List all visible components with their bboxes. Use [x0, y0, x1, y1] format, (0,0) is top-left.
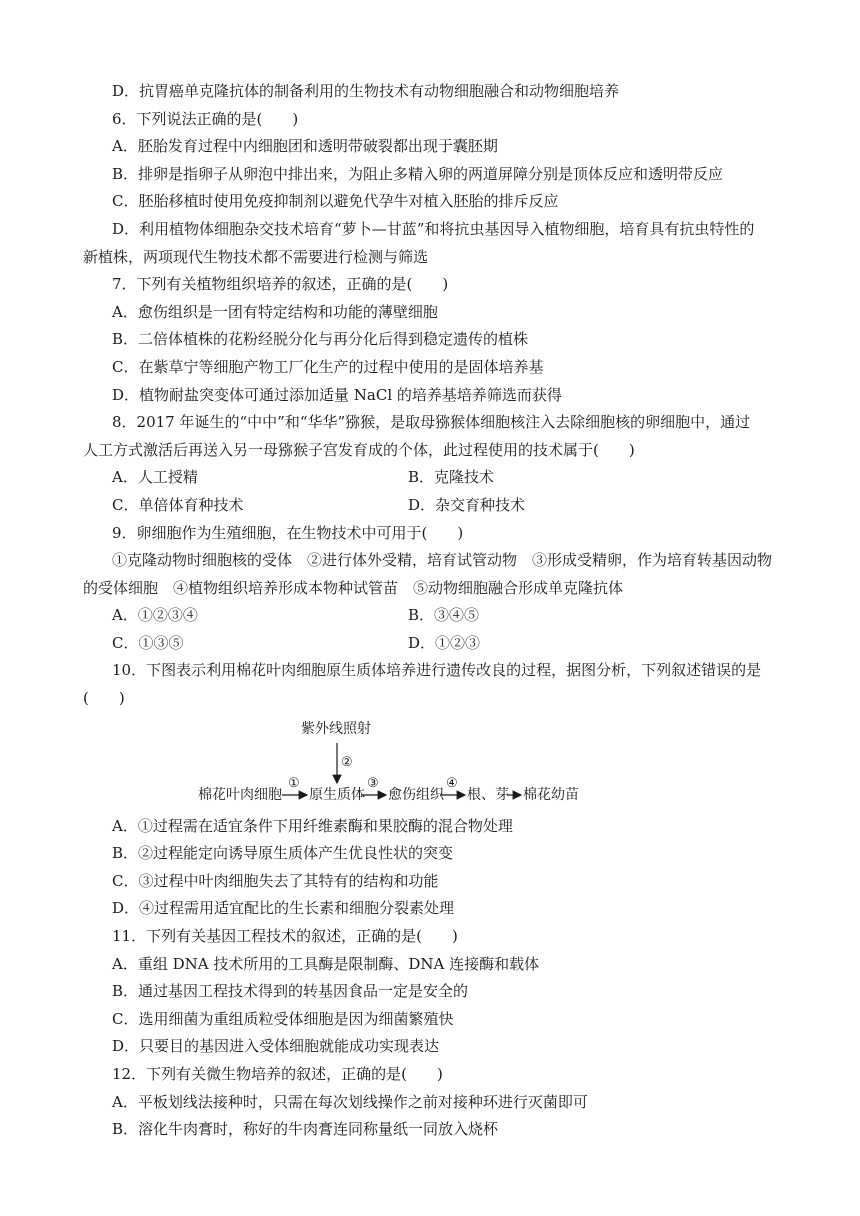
q9-options-row — [83, 630, 783, 658]
q8-options-row — [83, 464, 783, 492]
question-10-stem: 10．下图表示利用棉花叶肉细胞原生质体培养进行遗传改良的过程，据图分析，下列叙述错误的是 — [112, 661, 762, 680]
text-line: D．抗胃癌单克隆抗体的制备利用的生物技术有动物细胞融合和动物细胞培养 — [112, 82, 620, 100]
stage-seedling: 棉花幼苗 — [523, 786, 579, 803]
exam-page — [83, 78, 783, 1144]
q9-option-b: B．③④⑤ — [408, 606, 480, 625]
option-line: C．胚胎移植时使用免疫抑制剂以避免代孕牛对植入胚胎的排斥反应 — [112, 192, 559, 211]
option-line: B．通过基因工程技术得到的转基因食品一定是安全的 — [112, 982, 469, 1001]
q9-option-c: C．①③⑤ — [112, 633, 184, 652]
q8-option-a: A．人工授精 — [112, 468, 198, 487]
stage-root-bud: 根、芽 — [467, 786, 509, 803]
option-line: C．选用细菌为重组质粒受体细胞是因为细菌繁殖快 — [112, 1009, 454, 1028]
option-line: C．③过程中叶肉细胞失去了其特有的结构和功能 — [112, 871, 439, 890]
q9-option-a: A．①②③④ — [112, 606, 198, 625]
option-line: A．①过程需在适宜条件下用纤维素酶和果胶酶的混合物处理 — [112, 816, 513, 835]
option-line: A．重组 DNA 技术所用的工具酶是限制酶、DNA 连接酶和载体 — [112, 954, 540, 973]
question-8-stem: 8．2017 年诞生的“中中”和“华华”猕猴，是取母猕猴体细胞核注入去除细胞核的卵细胞中，通过 — [112, 413, 751, 432]
question-7-stem: 7．下列有关植物组织培养的叙述，正确的是( ) — [112, 275, 449, 294]
option-line: A．平板划线法接种时，只需在每次划线操作之前对接种环进行灭菌即可 — [112, 1092, 588, 1111]
option-line: C．在紫草宁等细胞产物工厂化生产的过程中使用的是固体培养基 — [112, 357, 544, 376]
q9-items: ①克隆动物时细胞核的受体 ②进行体外受精，培育试管动物 ③形成受精卵，作为培育转基因动物 — [112, 551, 773, 570]
option-line: A．胚胎发育过程中内细胞团和透明带破裂都出现于囊胚期 — [112, 137, 498, 156]
option-line: B．溶化牛肉膏时，称好的牛肉膏连同称量纸一同放入烧杯 — [112, 1120, 499, 1139]
option-line: B．二倍体植株的花粉经脱分化与再分化后得到稳定遗传的植株 — [112, 330, 529, 349]
option-line: D．④过程需用适宜配比的生长素和细胞分裂素处理 — [112, 899, 455, 918]
question-8-stem-wrap: 人工方式激活后再送入另一母猕猴子宫发育成的个体，此过程使用的技术属于( ) — [83, 440, 635, 459]
option-line: D．只要目的基因进入受体细胞就能成功实现表达 — [112, 1037, 440, 1056]
question-12-stem: 12．下列有关微生物培养的叙述，正确的是( ) — [112, 1065, 443, 1083]
stage-callus: 愈伤组织 — [388, 786, 444, 803]
option-line: B．②过程能定向诱导原生质体产生优良性状的突变 — [112, 844, 454, 863]
q9-items-wrap: 的受体细胞 ④植物组织培养形成本物种试管苗 ⑤动物细胞融合形成单克隆抗体 — [83, 578, 624, 597]
step-4-label: ④ — [446, 775, 458, 791]
question-9-stem: 9．卵细胞作为生殖细胞，在生物技术中可用于( ) — [112, 523, 464, 542]
q8-options-row — [83, 492, 783, 520]
q8-option-d: D．杂交育种技术 — [408, 495, 526, 514]
q9-options-row — [83, 602, 783, 630]
step-3-label: ③ — [367, 775, 379, 791]
option-line: D．利用植物体细胞杂交技术培育“萝卜—甘蓝”和将抗虫基因导入植物细胞，培育具有抗虫特性的 — [112, 219, 755, 238]
step-1-label: ① — [288, 775, 300, 791]
option-line-wrap: 新植株，两项现代生物技术都不需要进行检测与筛选 — [83, 247, 429, 266]
stage-mesophyll-cell: 棉花叶肉细胞 — [198, 786, 282, 803]
q8-option-b: B．克隆技术 — [408, 468, 495, 487]
option-line: D．植物耐盐突变体可通过添加适量 NaCl 的培养基培养筛选而获得 — [112, 385, 562, 404]
option-line: A．愈伤组织是一团有特定结构和功能的薄壁细胞 — [112, 302, 438, 321]
step-2-label: ② — [341, 754, 353, 770]
q9-option-d: D．①②③ — [408, 633, 481, 652]
question-6-stem: 6．下列说法正确的是( ) — [112, 109, 299, 128]
question-10-stem-wrap: ( ) — [83, 689, 125, 708]
uv-label: 紫外线照射 — [301, 720, 371, 737]
question-11-stem: 11．下列有关基因工程技术的叙述，正确的是( ) — [112, 927, 458, 946]
q8-option-c: C．单倍体育种技术 — [112, 495, 244, 514]
process-diagram — [83, 713, 783, 813]
option-line: B．排卵是指卵子从卵泡中排出来，为阻止多精入卵的两道屏障分别是顶体反应和透明带反应 — [112, 164, 724, 183]
stage-protoplast: 原生质体 — [309, 786, 365, 803]
